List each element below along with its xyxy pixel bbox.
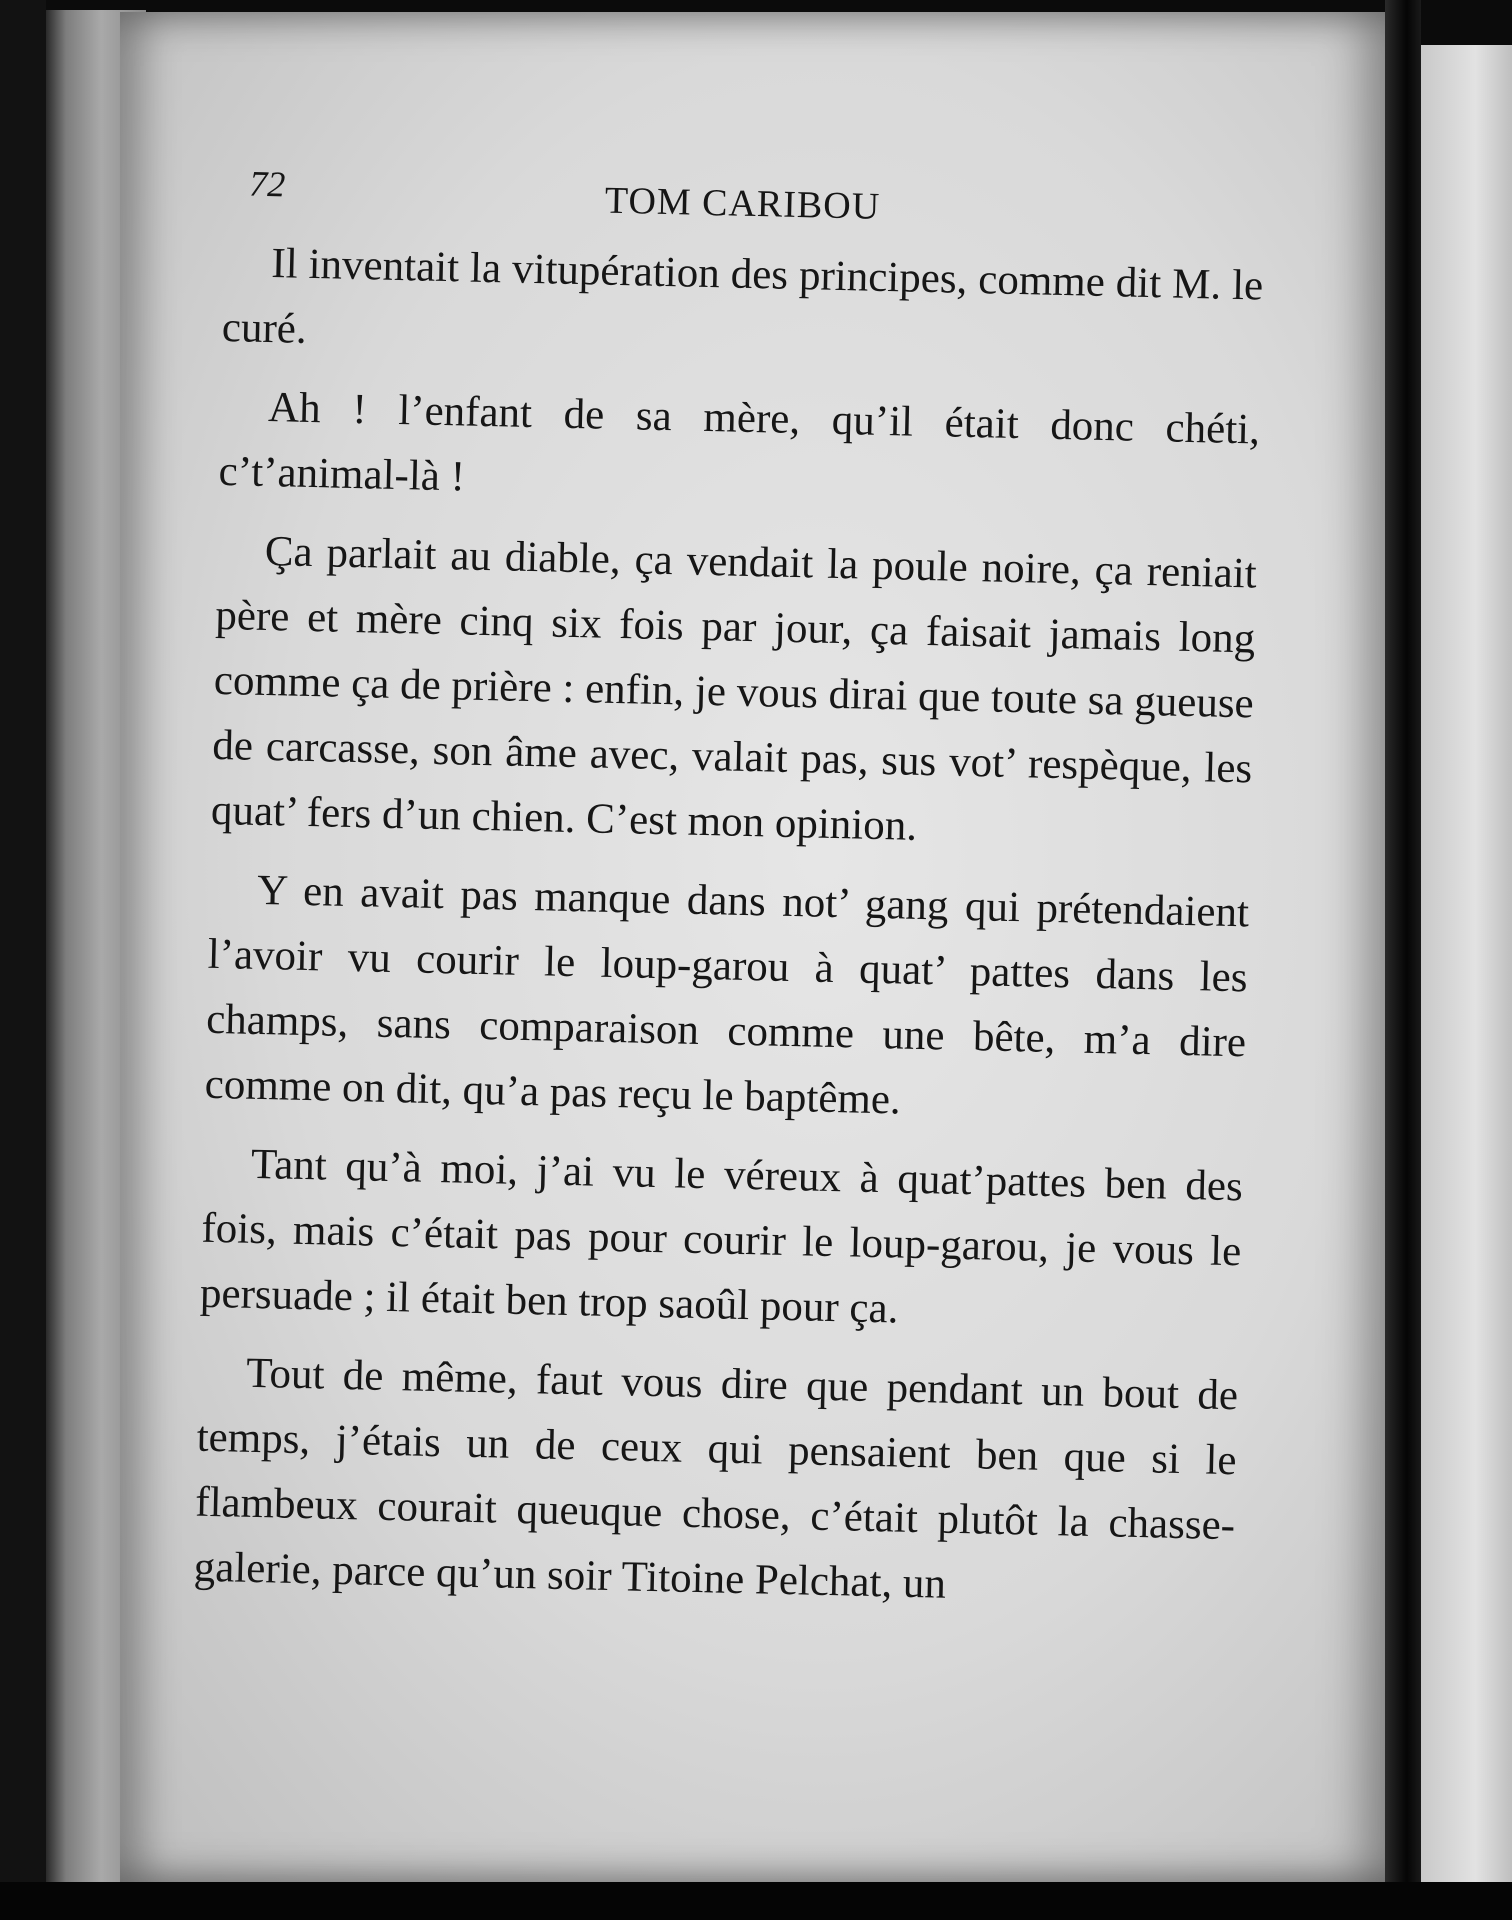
body-text	[193, 230, 1264, 1623]
page-number: 72	[248, 163, 286, 205]
paragraph: Il inventait la vitupération des principes, comme dit M. le curé.	[221, 240, 1264, 353]
paragraph: Ah ! l’enfant de sa mère, qu’il était donc chéti, c’t’animal-là !	[218, 384, 1261, 501]
paragraph: Tant qu’à moi, j’ai vu le véreux à quat’pattes ben des fois, mais c’était pas pour courir le loup-garou, je vous le persuade ; il était ben trop saoûl pour ça.	[199, 1140, 1244, 1333]
running-title: TOM CARIBOU	[604, 179, 881, 228]
scan-frame-bottom	[0, 1882, 1512, 1920]
page-content	[193, 150, 1266, 1637]
paragraph: Tout de même, faut vous dire que pendant un bout de temps, j’étais un de ceux qui pensaient ben que si le flambeux courait queuque chose, c’était plutôt la chasse-galerie, parce qu’un soir Titoine Pelchat, un	[193, 1349, 1239, 1608]
paragraph: Ça parlait au diable, ça vendait la poule noire, ça reniait père et mère cinq six fois par jour, ça faisait jamais long comme ça de prière : enfin, je vous dirai que toute sa gueuse de carcasse, son âme avec, valait pas, sus vot’ respèque, les quat’ fers d’un chien. C’est mon opinion.	[210, 527, 1258, 850]
scan-frame-left	[0, 0, 46, 1920]
paragraph: Y en avait pas manque dans not’ gang qui prétendaient l’avoir vu courir le loup-garou à quat’ pattes dans les champs, sans comparaison comme une bête, m’a dire comme on dit, qu’a pas reçu le baptême.	[204, 866, 1250, 1124]
book-gutter	[1385, 0, 1421, 1920]
facing-page-edge	[1421, 45, 1512, 1905]
